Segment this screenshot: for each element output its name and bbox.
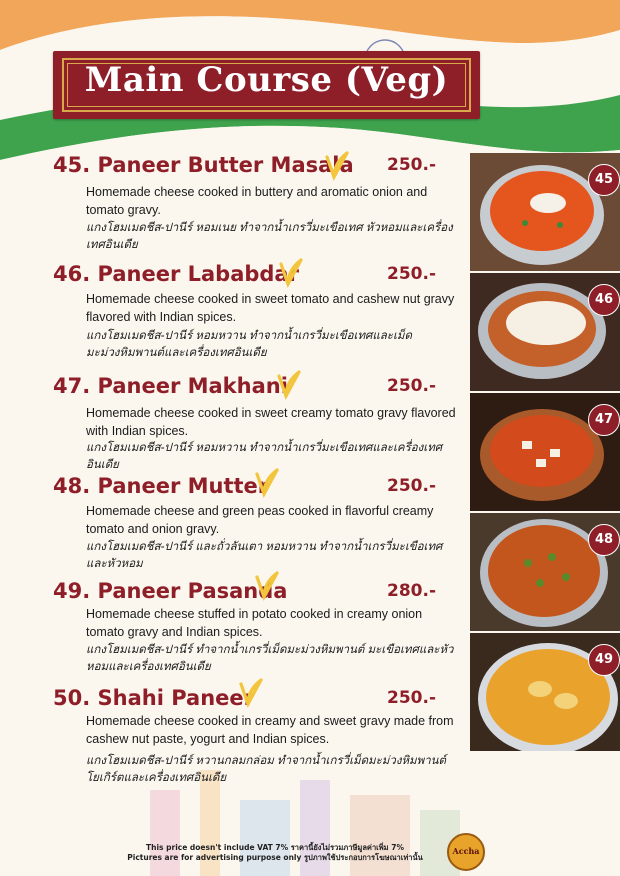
dish-description-th: แกงโฮมเมดชีส-ปานีร์ และถั่วลันเตา หอมหวาน ทำจากน้ำเกรวี่มะเขือเทศและหัวหอม <box>86 541 443 570</box>
dish-description-en: Homemade cheese cooked in creamy and sweet gravy made from cashew nut paste, yogurt and Indian spices. <box>86 714 454 746</box>
dish-description-en: Homemade cheese cooked in sweet creamy tomato gravy flavored with Indian spices. <box>86 406 456 438</box>
dish-description-th: แกงโฮมเมดชีส-ปานีร์ หอมเนย ทำจากน้ำเกรวี่มะเขือเทศ หัวหอมและเครื่องเทศอินเดีย <box>86 222 453 251</box>
dish-description-en: Homemade cheese and green peas cooked in flavorful creamy tomato and onion gravy. <box>86 504 434 536</box>
dish-description-th: แกงโฮมเมดชีส-ปานีร์ หอมหวาน ทำจากน้ำเกรวี่มะเขือเทศและเครื่องเทศอินเดีย <box>86 442 443 471</box>
veg-leaf-icon <box>273 368 303 400</box>
dish-description-en: Homemade cheese cooked in sweet tomato and cashew nut gravy flavored with Indian spices. <box>86 292 455 324</box>
dish-photo <box>470 393 620 511</box>
dish-price: 250.- <box>387 688 436 708</box>
dish-photo <box>470 273 620 391</box>
dish-description-th: แกงโฮมเมดชีส-ปานีร์ หวานกลมกล่อม ทำจากน้ำเกรวี่เม็ดมะม่วงหิมพานต์ โยเกิร์ตและเครื่องเทศอินเดีย <box>86 755 446 784</box>
veg-leaf-icon <box>235 676 265 708</box>
dish-name: 45. Paneer Butter Masala <box>53 153 354 177</box>
dish-number-badge: 45 <box>588 164 620 196</box>
dish-photo <box>470 633 620 751</box>
veg-leaf-icon <box>321 149 351 181</box>
dish-name: 50. Shahi Paneer <box>53 686 255 710</box>
restaurant-logo <box>447 833 485 871</box>
veg-leaf-icon <box>251 466 281 498</box>
logo-text: Accha <box>452 846 480 856</box>
page-title: Main Course (Veg) <box>84 60 449 100</box>
footer-note <box>110 843 440 863</box>
dish-description-en: Homemade cheese cooked in buttery and aromatic onion and tomato gravy. <box>86 185 428 217</box>
dish-name: 46. Paneer Lababdar <box>53 262 299 286</box>
dish-price: 250.- <box>387 376 436 396</box>
dish-description-en: Homemade cheese stuffed in potato cooked in creamy onion tomato gravy and Indian spices. <box>86 607 423 639</box>
dish-price: 280.- <box>387 581 436 601</box>
dish-price: 250.- <box>387 155 436 175</box>
dish-number-badge: 47 <box>588 404 620 436</box>
picture-disclaimer: Pictures are for advertising purpose only รูปภาพใช้ประกอบการโฆษณาเท่านั้น <box>127 853 423 862</box>
dish-number-badge: 48 <box>588 524 620 556</box>
dish-price: 250.- <box>387 264 436 284</box>
dish-number-badge: 46 <box>588 284 620 316</box>
dish-price: 250.- <box>387 476 436 496</box>
dish-photo <box>470 513 620 631</box>
dish-number-badge: 49 <box>588 644 620 676</box>
veg-leaf-icon <box>275 256 305 288</box>
dish-description-th: แกงโฮมเมดชีส-ปานีร์ ทำจากน้ำเกรวี่เม็ดมะม่วงหิมพานต์ มะเขือเทศและหัวหอมและเครื่องเทศอินเดีย <box>86 644 454 673</box>
vat-note: This price doesn't include VAT 7% ราคานี้ยังไม่รวมภาษีมูลค่าเพิ่ม 7% <box>146 843 404 852</box>
dish-name: 48. Paneer Mutter <box>53 474 269 498</box>
dish-description-th: แกงโฮมเมดชีส-ปานีร์ หอมหวาน ทำจากน้ำเกรวี่มะเขือเทศและเม็ดมะม่วงหิมพานต์และเครื่องเทศอินเดีย <box>86 330 412 359</box>
veg-leaf-icon <box>251 569 281 601</box>
dish-name: 49. Paneer Pasanda <box>53 579 288 603</box>
title-banner <box>53 51 480 119</box>
dish-photo <box>470 153 620 271</box>
dish-name: 47. Paneer Makhani <box>53 374 288 398</box>
